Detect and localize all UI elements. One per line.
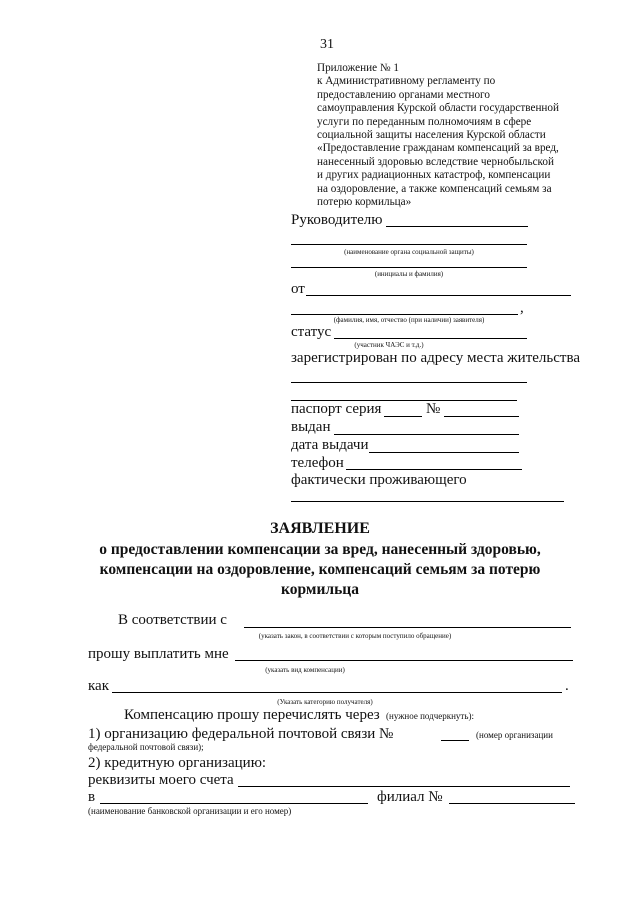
accordance-line[interactable] — [244, 627, 571, 628]
authority-hint: (наименование органа социальной защиты) — [344, 248, 474, 256]
phone-line[interactable] — [346, 469, 522, 470]
status-label: статус — [291, 324, 332, 340]
account-line[interactable] — [238, 786, 570, 787]
head-label: Руководителю — [291, 212, 383, 228]
from-line[interactable] — [306, 295, 571, 296]
issued-label: выдан — [291, 419, 331, 435]
annex-line: предоставлению органами местного — [317, 88, 490, 101]
annex-line: Приложение № 1 — [317, 62, 399, 74]
annex-line: нанесенный здоровью вследствие чернобыльской — [317, 155, 554, 168]
annex-line: социальной защиты населения Курской области — [317, 129, 546, 142]
initials-line[interactable] — [291, 267, 527, 268]
applicant-line[interactable] — [291, 314, 518, 315]
passport-label: паспорт серия — [291, 401, 382, 417]
transfer-hint: (нужное подчеркнуть): — [386, 711, 474, 721]
statement-subtitle: компенсации на оздоровление, компенсаций семьям за потерю — [99, 561, 541, 578]
annex-line: самоуправления Курской области государственной — [317, 102, 559, 115]
initials-hint: (инициалы и фамилия) — [374, 270, 444, 278]
bank-hint: (наименование банковской организации и его номер) — [88, 806, 292, 816]
page-number: 31 — [320, 37, 334, 52]
postal-number-line[interactable] — [441, 740, 469, 741]
annex-line: на оздоровление, а также компенсаций семьям за — [317, 182, 552, 195]
annex-line: услуги по переданным полномочиям в сфере — [317, 115, 532, 128]
issued-line[interactable] — [334, 434, 519, 435]
account-label: реквизиты моего счета — [88, 772, 234, 788]
as-line[interactable] — [112, 692, 562, 693]
registered-label: зарегистрирован по адресу места жительства — [291, 350, 580, 366]
head-line[interactable] — [386, 226, 528, 227]
actual-address-line[interactable] — [291, 501, 564, 502]
applicant-hint: (фамилия, имя, отчество (при наличии) заявителя) — [333, 316, 485, 324]
address-line-1[interactable] — [291, 382, 527, 383]
as-hint: (Указать категорию получателя) — [277, 698, 373, 706]
issue-date-label: дата выдачи — [291, 437, 369, 453]
passport-number-line[interactable] — [444, 416, 519, 417]
annex-line: «Предоставление гражданам компенсаций за вред, — [317, 142, 559, 155]
as-label: как — [88, 678, 110, 694]
authority-line[interactable] — [291, 244, 527, 245]
issue-date-line[interactable] — [369, 452, 519, 453]
option-1-text: 1) организацию федеральной почтовой связи № — [88, 726, 394, 742]
statement-subtitle: о предоставлении компенсации за вред, нанесенный здоровью, — [99, 541, 541, 558]
from-label: от — [291, 281, 305, 297]
branch-line[interactable] — [449, 803, 575, 804]
status-line[interactable] — [334, 338, 527, 339]
passport-series-line[interactable] — [384, 416, 422, 417]
as-end: . — [565, 678, 569, 694]
statement-title: ЗАЯВЛЕНИЕ — [270, 520, 370, 537]
bank-line[interactable] — [100, 803, 368, 804]
option-1-hint-a: (номер организации — [476, 730, 553, 740]
phone-label: телефон — [291, 455, 344, 471]
accordance-label: В соответствии с — [118, 612, 227, 628]
in-label: в — [88, 789, 96, 805]
pay-label: прошу выплатить мне — [88, 646, 229, 662]
annex-line: и других радиационных катастроф, компенсации — [317, 169, 551, 182]
pay-hint: (указать вид компенсации) — [265, 666, 345, 674]
annex-line: потерю кормильца» — [317, 196, 412, 209]
branch-label: филиал № — [377, 789, 443, 805]
option-1-hint-b: федеральной почтовой связи); — [88, 742, 204, 752]
comma: , — [520, 300, 524, 316]
option-2-text: 2) кредитную организацию: — [88, 755, 267, 771]
status-hint: (участник ЧАЭС и т.д.) — [354, 341, 424, 349]
annex-block — [317, 62, 559, 209]
passport-no-label: № — [426, 401, 441, 417]
pay-line[interactable] — [235, 660, 573, 661]
actual-label: фактически проживающего — [291, 472, 467, 488]
accordance-hint: (указать закон, в соответствии с которым поступило обращение) — [258, 632, 452, 640]
annex-line: к Административному регламенту по — [317, 75, 496, 88]
transfer-text: Компенсацию прошу перечислять через — [124, 707, 380, 723]
statement-subtitle: кормильца — [281, 581, 359, 598]
